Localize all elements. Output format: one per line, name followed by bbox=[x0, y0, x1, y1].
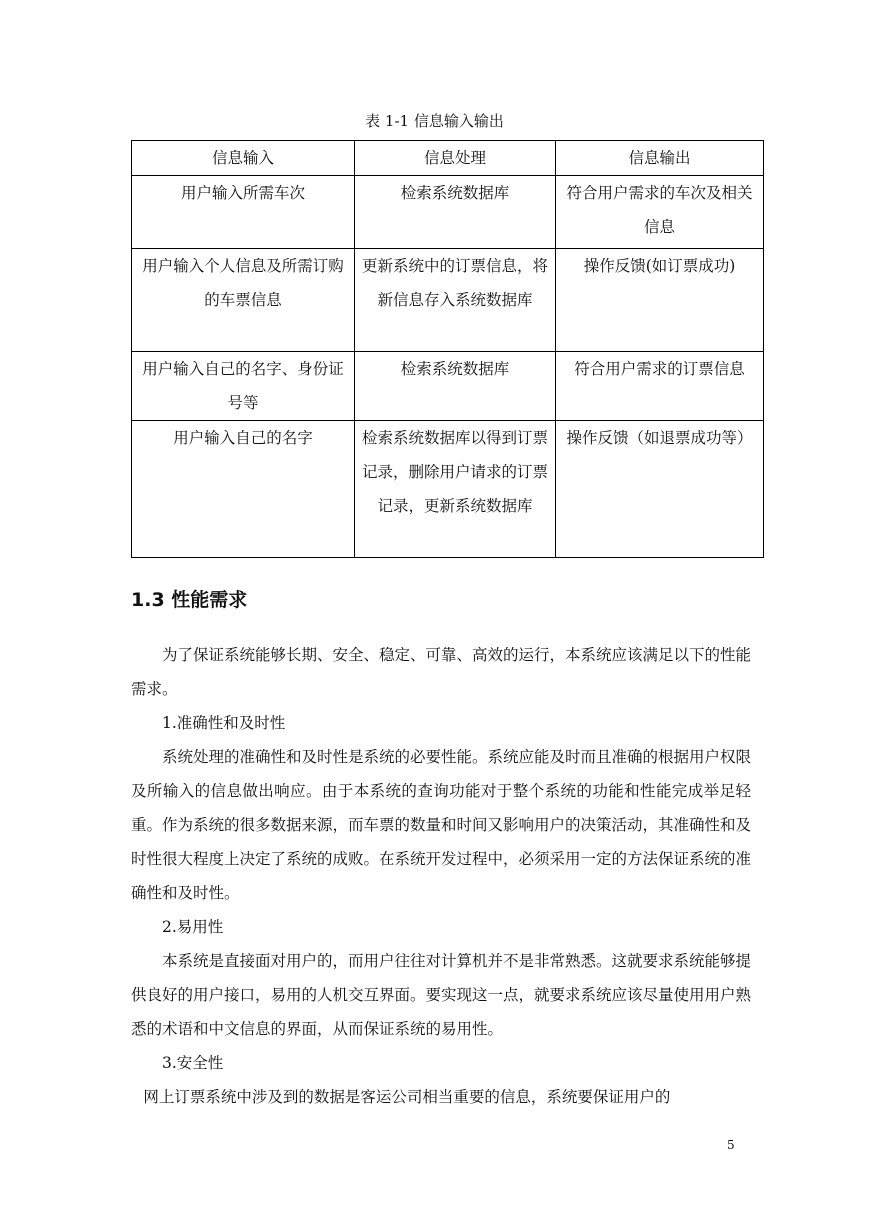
table-row bbox=[132, 421, 764, 558]
paragraph-usability: 本系统是直接面对用户的，而用户往往对计算机并不是非常熟悉。这就要求系统能够提供良好的用户接口，易用的人机交互界面。要实现这一点，就要求系统应该尽量使用用户熟悉的术语和中文信息的界面，从而保证系统的易用性。 bbox=[131, 952, 752, 1038]
table-cell: 用户输入个人信息及所需订购的车票信息 bbox=[132, 249, 355, 352]
table-cell: 符合用户需求的订票信息 bbox=[556, 352, 764, 421]
header-cell-output: 信息输出 bbox=[556, 141, 764, 176]
info-io-table bbox=[131, 140, 764, 558]
paragraph-intro: 为了保证系统能够长期、安全、稳定、可靠、高效的运行，本系统应该满足以下的性能需求。 bbox=[131, 646, 752, 698]
header-cell-input: 信息输入 bbox=[132, 141, 355, 176]
paragraph-security: 网上订票系统中涉及到的数据是客运公司相当重要的信息，系统要保证用户的 bbox=[143, 1088, 671, 1106]
table-cell: 更新系统中的订票信息，将新信息存入系统数据库 bbox=[355, 249, 556, 352]
table-cell: 操作反馈（如退票成功等） bbox=[556, 421, 764, 558]
table-cell: 符合用户需求的车次及相关信息 bbox=[556, 176, 764, 249]
subheading-security: 3.安全性 bbox=[162, 1054, 224, 1072]
table-row bbox=[132, 249, 764, 352]
table-row bbox=[132, 352, 764, 421]
page-number: 5 bbox=[727, 1138, 735, 1152]
subheading-usability: 2.易用性 bbox=[162, 918, 224, 936]
table-cell: 用户输入自己的名字、身份证号等 bbox=[132, 352, 355, 421]
table-row bbox=[132, 176, 764, 249]
header-cell-process: 信息处理 bbox=[355, 141, 556, 176]
table-cell: 检索系统数据库 bbox=[355, 352, 556, 421]
table-cell: 检索系统数据库以得到订票记录，删除用户请求的订票记录，更新系统数据库 bbox=[355, 421, 556, 558]
table-cell: 检索系统数据库 bbox=[355, 176, 556, 249]
table-cell: 操作反馈(如订票成功) bbox=[556, 249, 764, 352]
paragraph-accuracy: 系统处理的准确性和及时性是系统的必要性能。系统应能及时而且准确的根据用户权限及所输入的信息做出响应。由于本系统的查询功能对于整个系统的功能和性能完成举足轻重。作为系统的很多数据来源，而车票的数量和时间又影响用户的决策活动，其准确性和及时性很大程度上决定了系统的成败。在系统开发过程中，必须采用一定的方法保证系统的准确性和及时性。 bbox=[131, 748, 752, 902]
section-body bbox=[131, 638, 751, 1114]
subheading-accuracy: 1.准确性和及时性 bbox=[162, 714, 286, 732]
table-cell: 用户输入自己的名字 bbox=[132, 421, 355, 558]
section-heading: 1.3 性能需求 bbox=[131, 589, 248, 611]
table-header-row bbox=[132, 141, 764, 176]
table-cell: 用户输入所需车次 bbox=[132, 176, 355, 249]
table-caption: 表 1-1 信息输入输出 bbox=[365, 112, 504, 130]
